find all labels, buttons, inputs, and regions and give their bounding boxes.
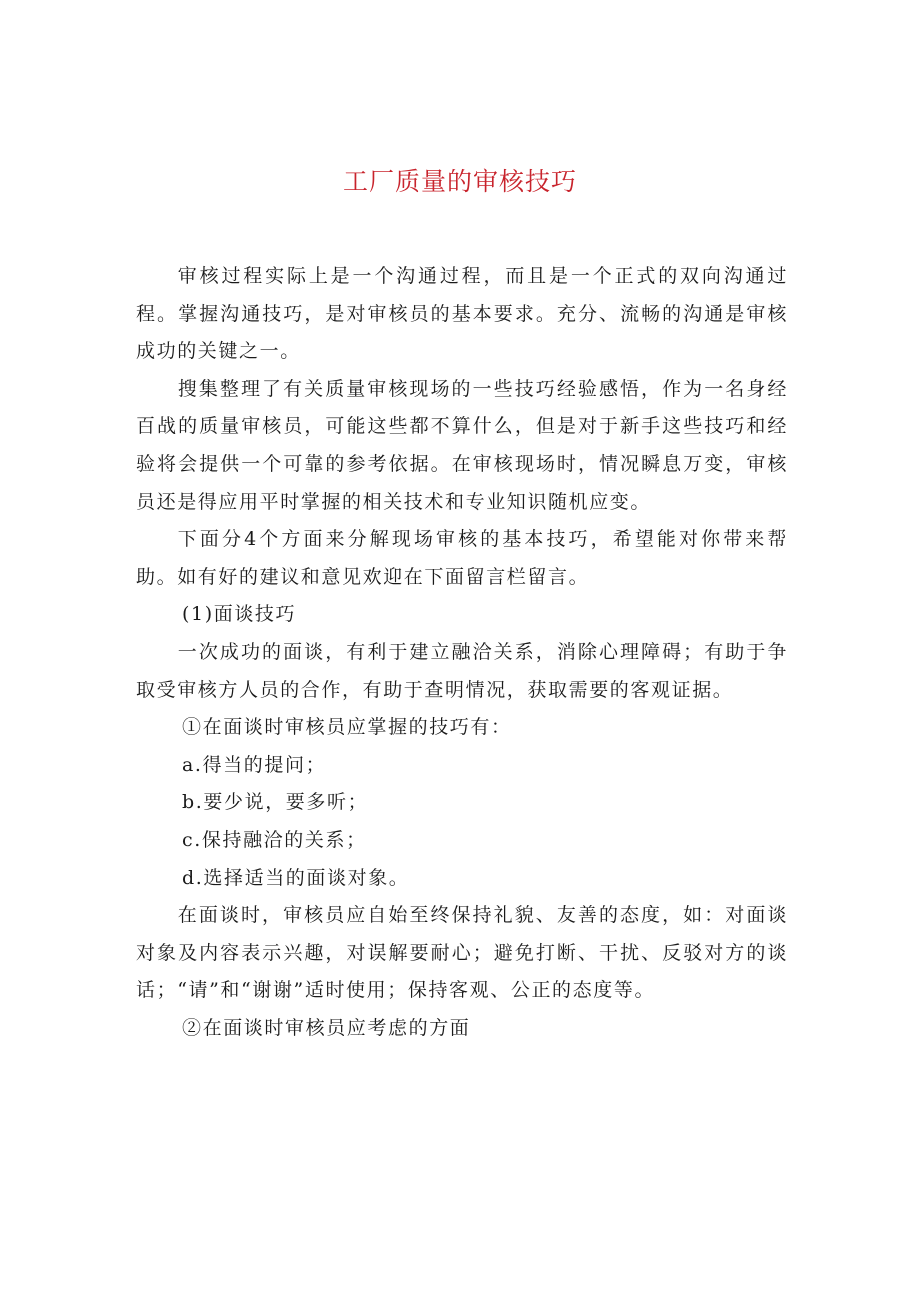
document-title: 工厂质量的审核技巧	[342, 167, 577, 196]
paragraph-overview: 下面分4个方面来分解现场审核的基本技巧，希望能对你带来帮助。如有好的建议和意见欢迎在下面留言栏留言。	[136, 528, 788, 588]
point-heading-skills: ①在面谈时审核员应掌握的技巧有：	[182, 716, 512, 739]
paragraph-intro: 审核过程实际上是一个沟通过程，而且是一个正式的双向沟通过程。掌握沟通技巧，是对审核员的基本要求。充分、流畅的沟通是审核成功的关键之一。	[136, 265, 788, 363]
section-heading-interview: (1)面谈技巧	[182, 603, 297, 626]
point-heading-considerations: ②在面谈时审核员应考虑的方面	[182, 1016, 471, 1039]
list-item: c.保持融洽的关系；	[182, 828, 367, 851]
document-body	[136, 258, 788, 1047]
paragraph-interview-intro: 一次成功的面谈，有利于建立融洽关系，消除心理障碍；有助于争取受审核方人员的合作，有助于查明情况，获取需要的客观证据。	[136, 640, 788, 701]
list-item: d.选择适当的面谈对象。	[182, 866, 410, 889]
list-item: a.得当的提问；	[182, 753, 327, 776]
paragraph-attitude: 在面谈时，审核员应自始至终保持礼貌、友善的态度，如：对面谈对象及内容表示兴趣，对误解要耐心；避免打断、干扰、反驳对方的谈话；“请”和“谢谢”适时使用；保持客观、公正的态度等。	[136, 904, 788, 1002]
list-item: b.要少说，要多听；	[182, 791, 369, 814]
paragraph-experience: 搜集整理了有关质量审核现场的一些技巧经验感悟，作为一名身经百战的质量审核员，可能这些都不算什么，但是对于新手这些技巧和经验将会提供一个可靠的参考依据。在审核现场时，情况瞬息万变，审核员还是得应用平时掌握的相关技术和专业知识随机应变。	[136, 377, 788, 513]
